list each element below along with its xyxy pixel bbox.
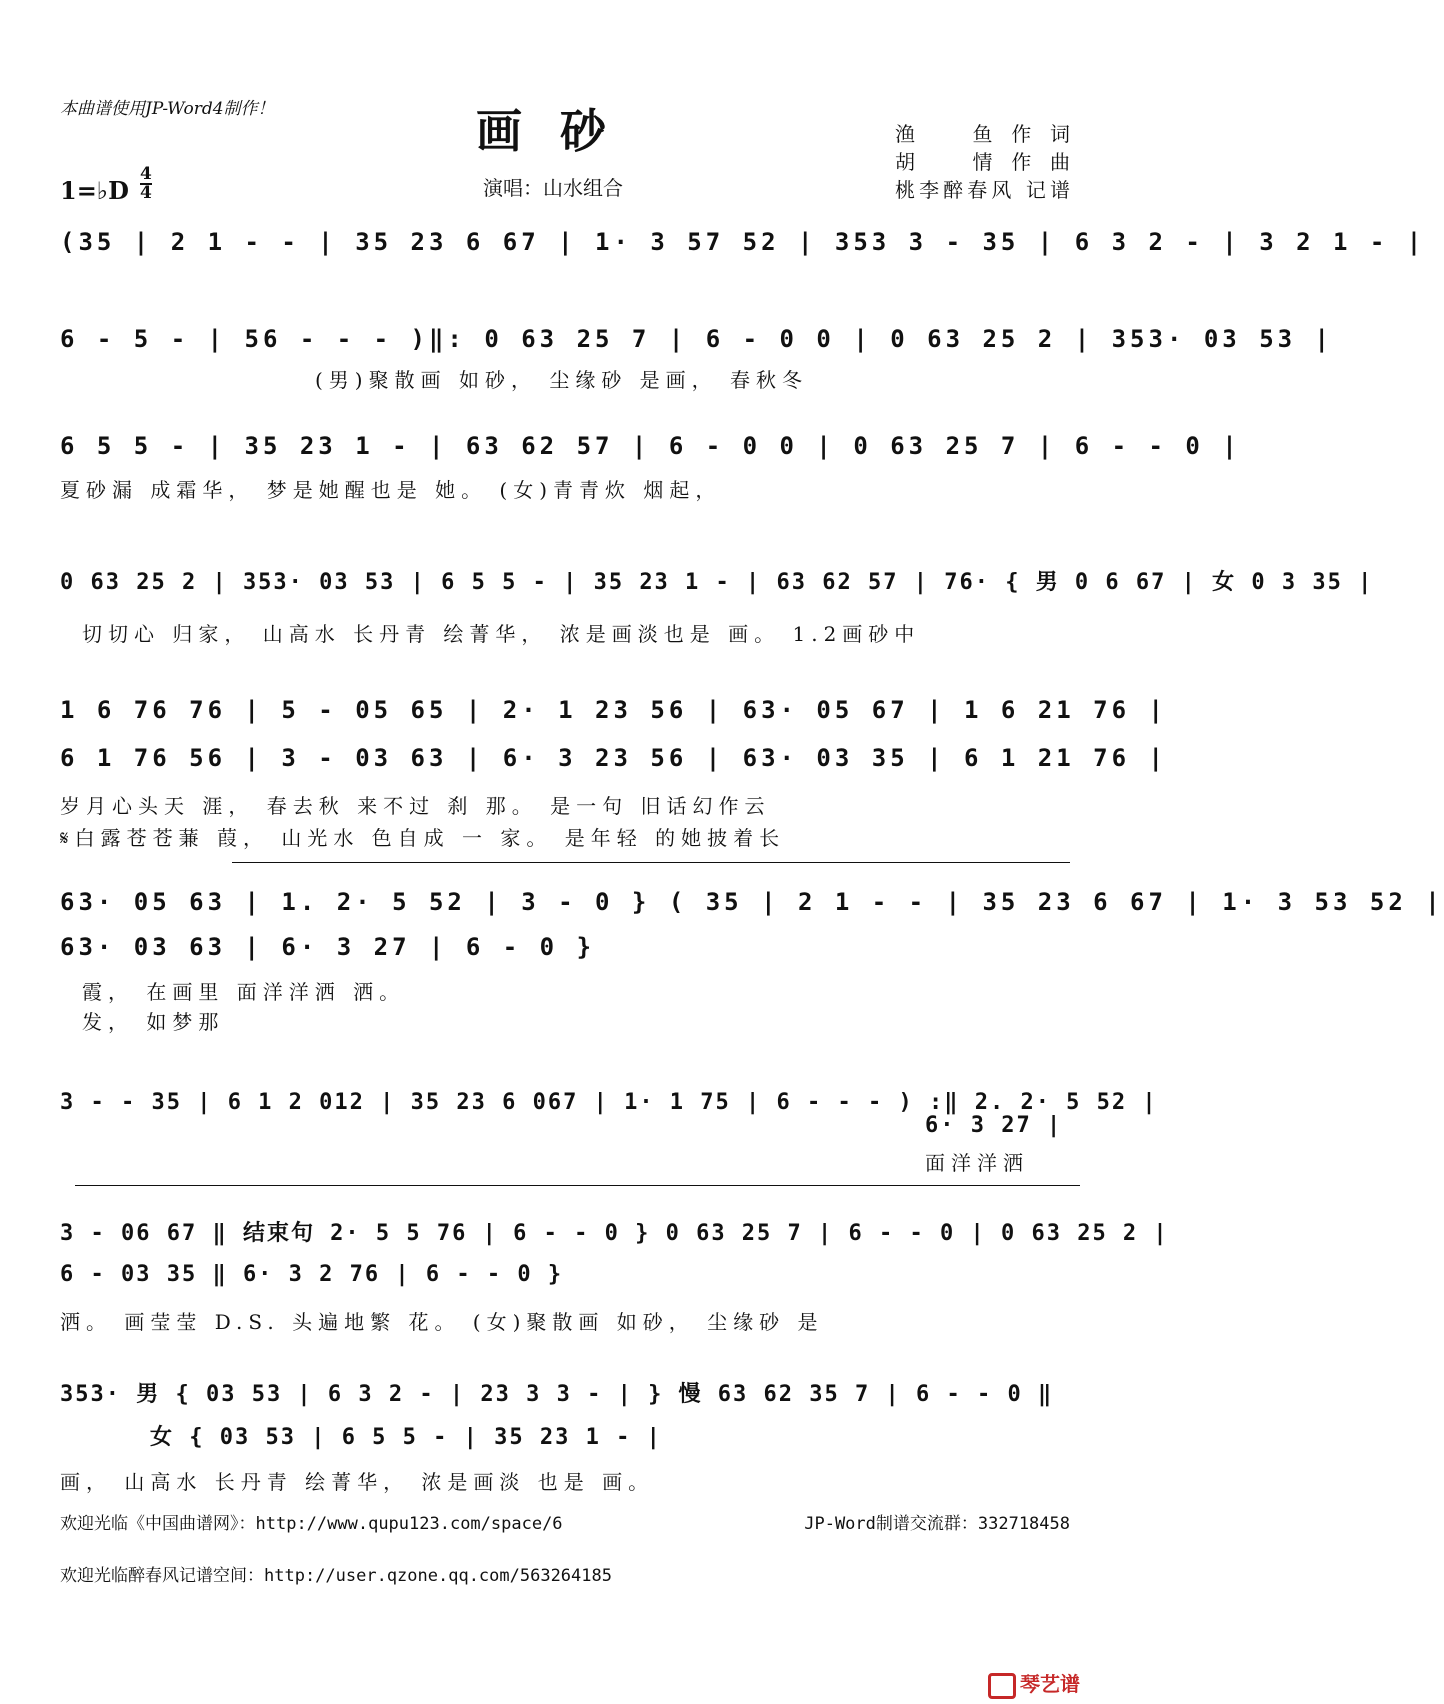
footer-qzone-link[interactable]: 欢迎光临醉春风记谱空间：http://user.qzone.qq.com/563264185 xyxy=(60,1566,612,1586)
score-line-9-upper: 353· 男 { 03 53 | 6 3 2 - | 23 3 3 - | } 慢 63 62 35 7 | 6 - - 0 ‖ xyxy=(60,1382,1054,1407)
lyric-line-3: 夏砂漏 成霜华， 梦是她醒也是 她。 (女)青青炊 烟起， xyxy=(60,478,722,502)
meter-top: 4 xyxy=(140,164,152,184)
lyric-line-9: 画， 山高水 长丹青 绘菁华， 浓是画淡 也是 画。 xyxy=(60,1470,655,1494)
volta-bracket-1 xyxy=(232,862,1070,863)
time-signature xyxy=(140,166,152,202)
score-line-3: 6 5 5 - | 35 23 1 - | 63 62 57 | 6 - 0 0 | 0 63 25 7 | 6 - - 0 | xyxy=(60,432,1241,460)
site-logo xyxy=(988,1668,1080,1699)
score-line-5-lower: 6 1 76 56 | 3 - 03 63 | 6· 3 23 56 | 63· 03 35 | 6 1 21 76 | xyxy=(60,744,1167,772)
score-line-4: 0 63 25 2 | 353· 03 53 | 6 5 5 - | 35 23 1 - | 63 62 57 | 76· { 男 0 6 67 | 女 0 3 35 | xyxy=(60,570,1374,595)
singer-credit: 演唱：山水组合 xyxy=(483,176,623,200)
score-line-9-lower: 女 { 03 53 | 6 5 5 - | 35 23 1 - | xyxy=(150,1425,662,1450)
lyric-line-8: 洒。 画莹莹 D.S. 头遍地繁 花。 (女)聚散画 如砂， 尘缘砂 是 xyxy=(60,1310,824,1334)
footer-site-link[interactable]: 欢迎光临《中国曲谱网》：http://www.qupu123.com/space/6 xyxy=(60,1514,563,1534)
score-line-8-lower: 6 - 03 35 ‖ 6· 3 2 76 | 6 - - 0 } xyxy=(60,1262,564,1287)
lyric-line-4: 切切心 归家， 山高水 长丹青 绘菁华， 浓是画淡也是 画。 1.2画砂中 xyxy=(82,622,921,646)
score-line-7-lower: 6· 3 27 | xyxy=(925,1113,1063,1138)
score-line-6-upper: 63· 05 63 | 1. 2· 5 52 | 3 - 0 } ( 35 | 2 1 - - | 35 23 6 67 | 1· 3 53 52 | xyxy=(60,888,1444,916)
lyric-line-6b: 发， 如梦那 xyxy=(82,1010,225,1034)
key-signature: 1=♭D xyxy=(60,176,129,205)
made-with-note: 本曲谱使用JP-Word4制作！ xyxy=(60,99,275,119)
score-line-1: (35 | 2 1 - - | 35 23 6 67 | 1· 3 57 52 | 353 3 - 35 | 6 3 2 - | 3 2 1 - | xyxy=(60,228,1426,256)
score-line-5-upper: 1 6 76 76 | 5 - 05 65 | 2· 1 23 56 | 63· 05 67 | 1 6 21 76 | xyxy=(60,696,1167,724)
logo-icon xyxy=(988,1673,1016,1699)
lyric-line-7: 面洋洋洒 xyxy=(925,1151,1029,1175)
composer-credit: 胡 情作曲 xyxy=(895,150,1070,174)
score-line-6-lower: 63· 03 63 | 6· 3 27 | 6 - 0 } xyxy=(60,933,596,961)
logo-text: 琴艺谱 xyxy=(1020,1672,1080,1696)
score-line-7: 3 - - 35 | 6 1 2 012 | 35 23 6 067 | 1· 1 75 | 6 - - - ) :‖ 2. 2· 5 52 | xyxy=(60,1090,1158,1115)
score-line-8-upper: 3 - 06 67 ‖ 结束句 2· 5 5 76 | 6 - - 0 } 0 63 25 7 | 6 - - 0 | 0 63 25 2 | xyxy=(60,1221,1169,1246)
meter-bottom: 4 xyxy=(140,183,152,203)
transcriber-credit: 桃李醉春风 记谱 xyxy=(895,178,1070,202)
footer-group-info: JP-Word制谱交流群：332718458 xyxy=(804,1514,1070,1534)
song-title: 画砂 xyxy=(476,104,644,158)
lyric-line-5a: 岁月心头天 涯， 春去秋 来不过 刹 那。 是一句 旧话幻作云 xyxy=(60,794,771,818)
lyric-line-5b: 𝄋白露苍苍蒹 葭， 山光水 色自成 一 家。 是年轻 的她披着长 xyxy=(60,826,786,850)
lyric-line-2: (男)聚散画 如砂， 尘缘砂 是画， 春秋冬 xyxy=(315,368,809,392)
lyric-line-6a: 霞， 在画里 面洋洋洒 洒。 xyxy=(82,980,406,1004)
lyricist-credit: 渔 鱼作词 xyxy=(895,122,1070,146)
section-rule xyxy=(75,1185,1080,1186)
score-line-2: 6 - 5 - | 56 - - - )‖: 0 63 25 7 | 6 - 0 0 | 0 63 25 2 | 353· 03 53 | xyxy=(60,325,1333,353)
